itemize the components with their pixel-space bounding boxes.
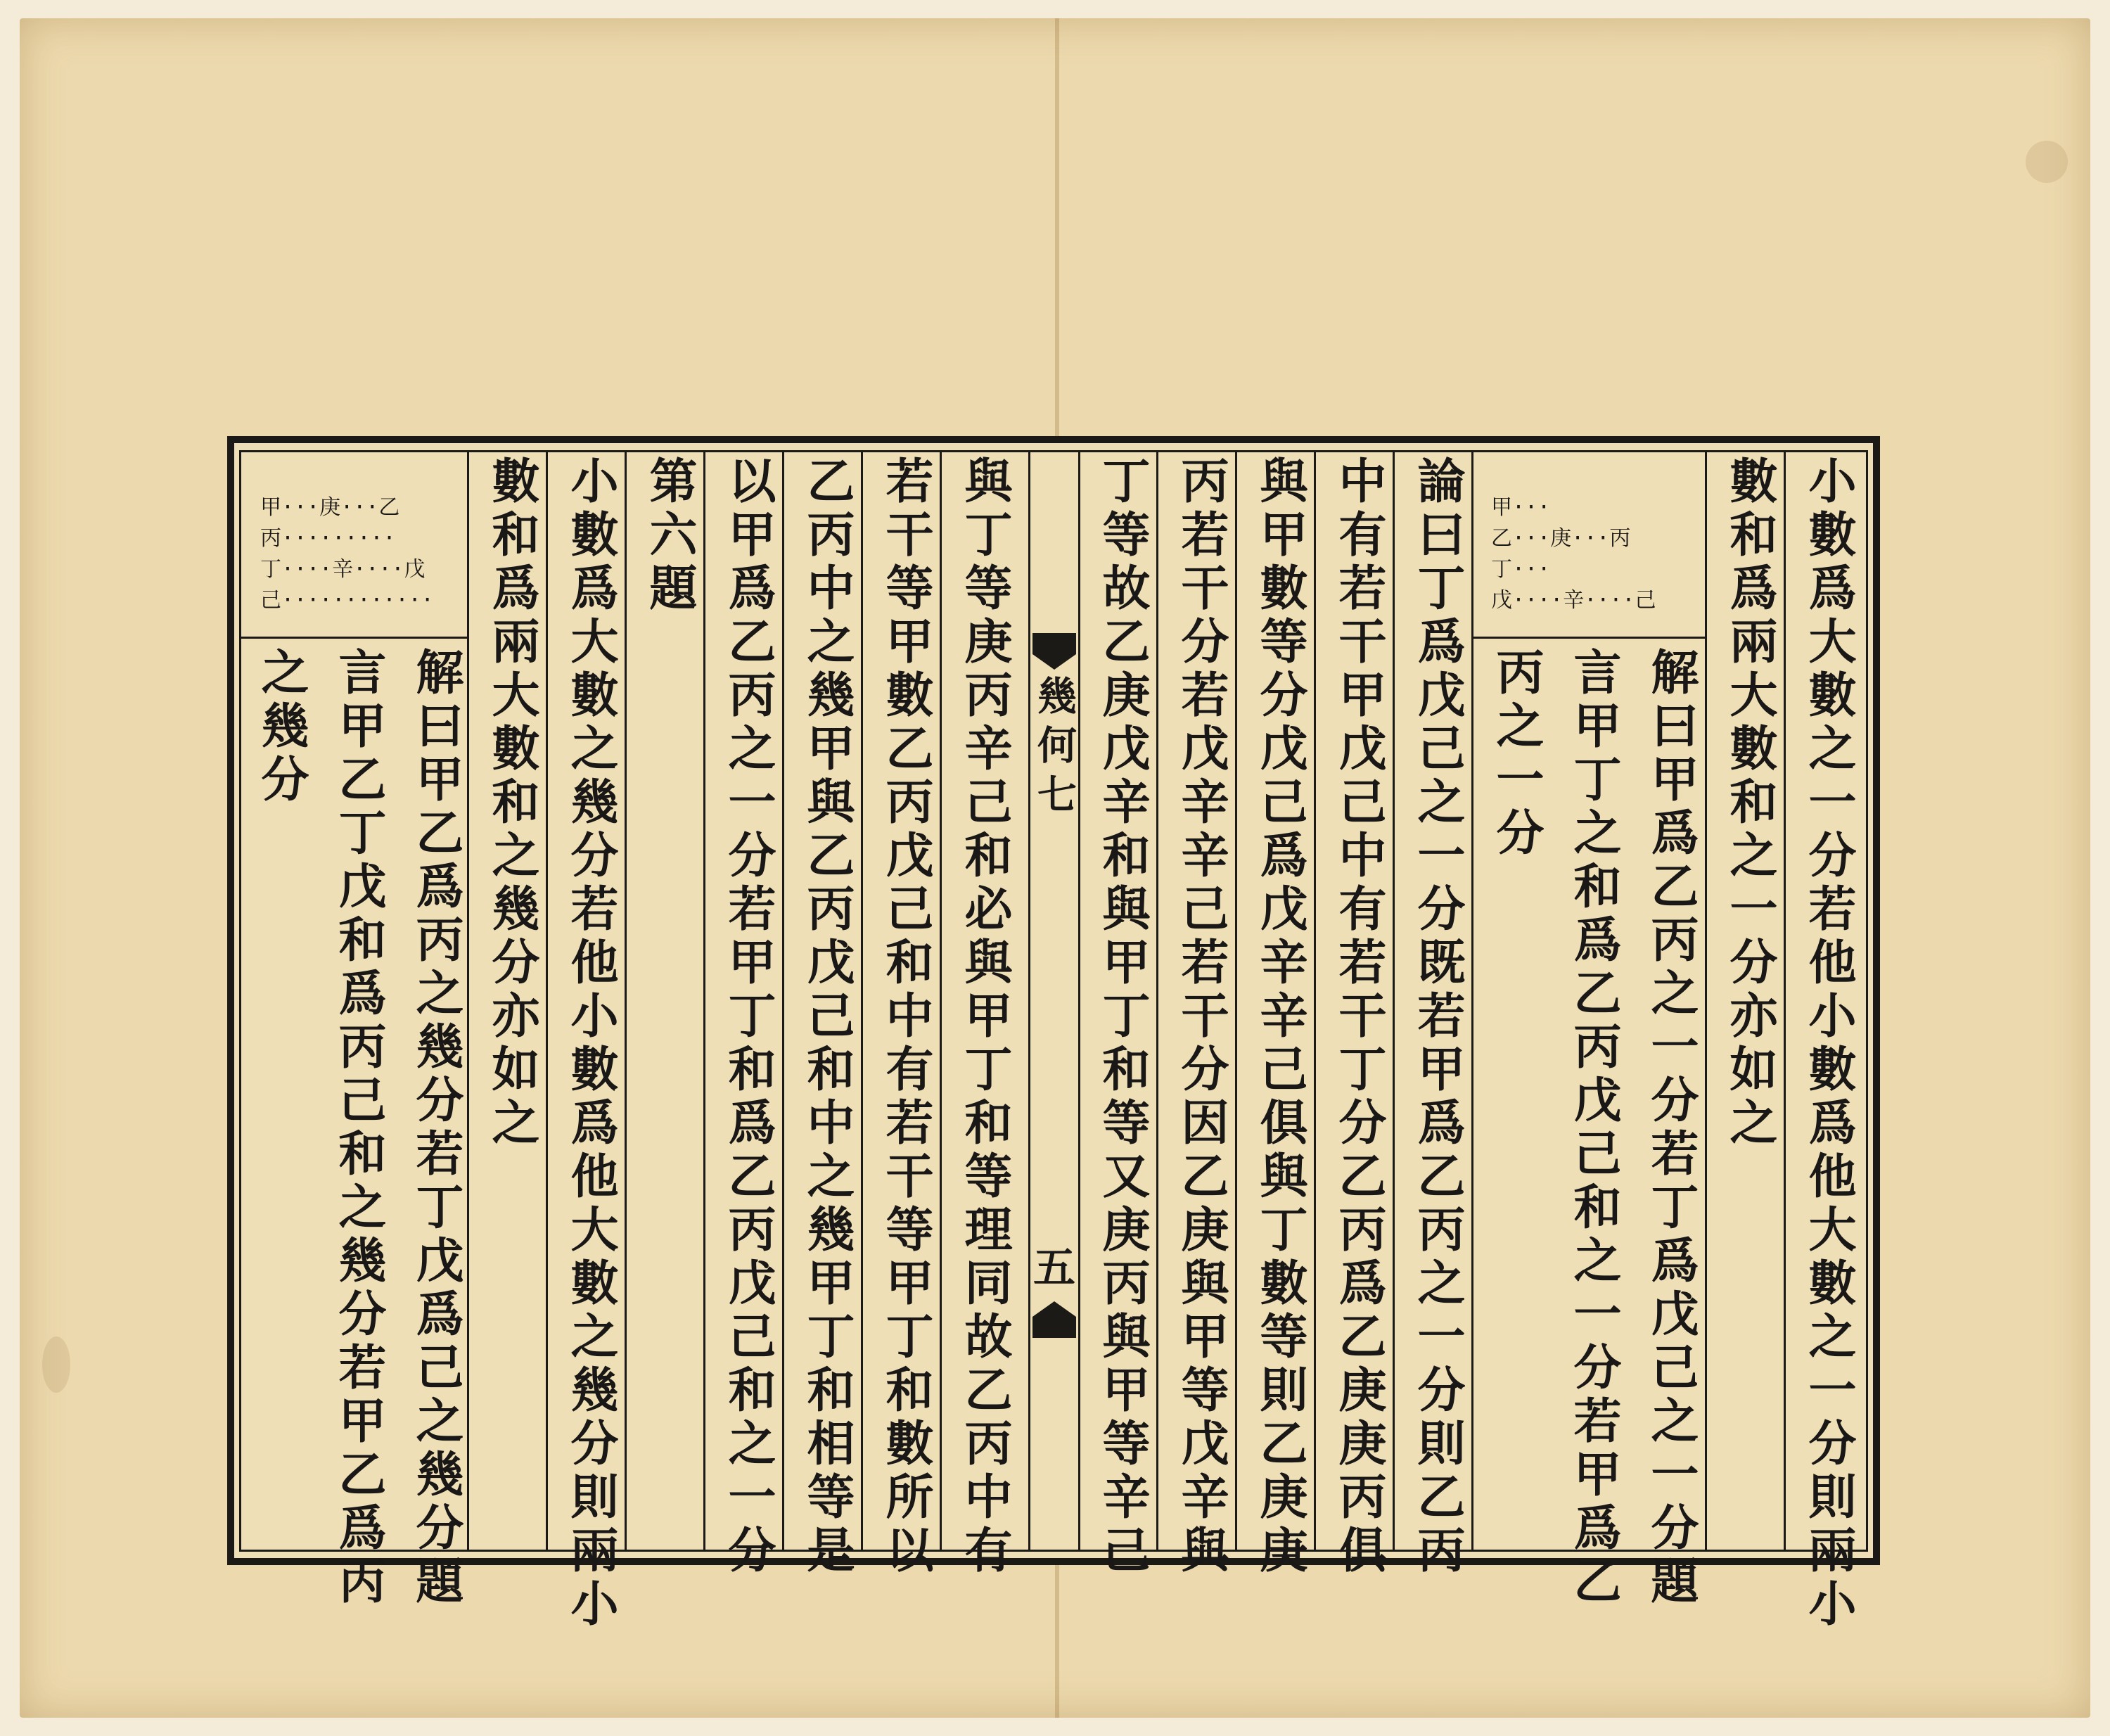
text-column: 與甲數等分戊己爲戊辛辛己俱與丁數等則乙庚庚: [1252, 456, 1308, 1578]
text-column: 乙丙中之幾甲與乙丙戊己和中之幾甲丁和相等是: [799, 456, 855, 1578]
section-heading: 第六題: [641, 456, 698, 616]
text-column: 以甲爲乙丙之一分若甲丁和爲乙丙戊己和之一分: [720, 456, 776, 1578]
text-column: 中有若干甲戊己中有若干丁分乙丙爲乙庚庚丙俱: [1331, 456, 1387, 1578]
diagram-row: 己············: [260, 588, 434, 613]
text-column: 小數爲大數之幾分若他小數爲他大數之幾分則兩小: [563, 456, 619, 1632]
text-column: 丙之一分: [1488, 647, 1545, 861]
column-rule: [1156, 450, 1158, 1552]
text-column: 數和爲兩大數和之一分亦如之: [1722, 456, 1778, 1151]
text-column: 解曰甲乙爲丙之幾分若丁戊爲己之幾分題: [408, 647, 464, 1609]
text-column: 之幾分: [253, 647, 309, 808]
text-column: 解曰甲爲乙丙之一分若丁爲戊己之一分題: [1643, 647, 1699, 1609]
text-column: 數和爲兩大數和之幾分亦如之: [484, 456, 540, 1151]
paper-stain: [2026, 141, 2068, 183]
diagram-row: 戊····辛····己: [1491, 588, 1656, 613]
column-rule: [782, 450, 784, 1552]
diagram-row: 丙·········: [260, 526, 396, 551]
text-column: 言甲乙丁戊和爲丙己和之幾分若甲乙爲丙: [331, 647, 387, 1609]
text-column: 丙若干分若戊辛辛己若干分因乙庚與甲等戊辛與: [1173, 456, 1229, 1578]
text-column: 論曰丁爲戊己之一分既若甲爲乙丙之一分則乙丙: [1409, 456, 1466, 1578]
fish-tail-ornament-top: [1032, 633, 1076, 677]
page-number: 五: [1033, 1244, 1075, 1293]
column-rule: [940, 450, 942, 1552]
column-rule: [861, 450, 863, 1552]
column-rule: [1314, 450, 1316, 1552]
diagram-row: 甲···庚···乙: [260, 495, 400, 520]
column-rule: [546, 450, 548, 1552]
diagram-row: 丁····辛····戊: [260, 557, 426, 582]
diagram-row: 乙···庚···丙: [1491, 526, 1631, 551]
book-title: 幾何七: [1031, 675, 1078, 823]
text-column: 言甲丁之和爲乙丙戊己和之一分若甲爲乙: [1566, 647, 1622, 1609]
fish-tail-ornament-bottom: [1032, 1294, 1076, 1338]
text-column: 丁等故乙庚戊辛和與甲丁和等又庚丙與甲等辛己: [1094, 456, 1151, 1578]
text-column: 若干等甲數乙丙戊己和中有若干等甲丁和數所以: [878, 456, 934, 1578]
column-rule: [625, 450, 627, 1552]
column-rule: [1235, 450, 1237, 1552]
column-rule: [703, 450, 705, 1552]
diagram-rule: [239, 637, 467, 639]
paper-stain: [42, 1336, 70, 1393]
diagram-row: 丁···: [1491, 557, 1551, 582]
text-column: 與丁等庚丙辛己和必與甲丁和等理同故乙丙中有: [957, 456, 1013, 1578]
text-column: 小數爲大數之一分若他小數爲他大數之一分則兩小: [1801, 456, 1857, 1632]
diagram-rule: [1471, 637, 1705, 639]
column-rule: [1471, 450, 1473, 1552]
diagram-row: 甲···: [1491, 495, 1551, 520]
column-rule: [1784, 450, 1786, 1552]
column-rule: [1705, 450, 1707, 1552]
column-rule: [1393, 450, 1395, 1552]
column-rule: [467, 450, 469, 1552]
center-strip: [1028, 450, 1080, 1552]
